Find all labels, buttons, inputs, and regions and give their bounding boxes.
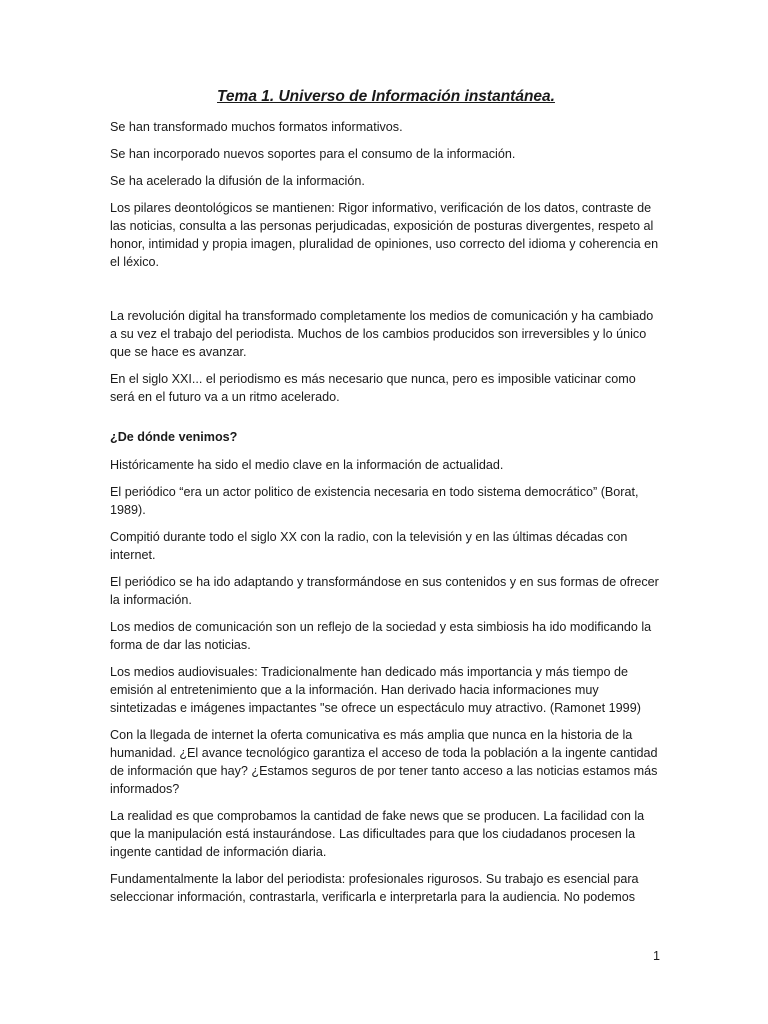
paragraph: Históricamente ha sido el medio clave en la información de actualidad. [110,458,504,472]
paragraph: Se ha acelerado la difusión de la información. [110,174,365,188]
document-title: Tema 1. Universo de Información instantánea. [217,88,555,105]
page-number: 1 [652,949,660,963]
paragraph: Los pilares deontológicos se mantienen: Rigor informativo, verificación de los datos, contraste de las noticias, consulta a las personas perjudicadas, exposición de posturas divergentes, respeto al honor, intimidad y propia imagen, pluralidad de opiniones, uso correcto del idioma y coherencia en el léxico. [110,201,659,269]
paragraph: Compitió durante todo el siglo XX con la radio, con la televisión y en las últimas décadas con internet. [110,530,628,562]
paragraph: Se han incorporado nuevos soportes para el consumo de la información. [110,147,516,161]
paragraph: El periódico “era un actor politico de existencia necesaria en todo sistema democrático” (Borat, 1989). [110,485,639,517]
paragraph: Se han transformado muchos formatos informativos. [110,120,403,134]
paragraph: Los medios de comunicación son un reflejo de la sociedad y esta simbiosis ha ido modificando la forma de dar las noticias. [110,620,652,652]
paragraph: Con la llegada de internet la oferta comunicativa es más amplia que nunca en la historia de la humanidad. ¿El avance tecnológico garantiza el acceso de toda la población a la ingente cantidad de información que hay? ¿Estamos seguros de por tener tanto acceso a las noticias estamos más informados? [110,728,658,796]
paragraph: En el siglo XXI... el periodismo es más necesario que nunca, pero es imposible vaticinar como será en el futuro va a un ritmo acelerado. [110,372,636,404]
document-body [110,88,662,915]
paragraph: La revolución digital ha transformado completamente los medios de comunicación y ha cambiado a su vez el trabajo del periodista. Muchos de los cambios producidos son irreversibles y lo único que se hace es avanzar. [110,309,654,359]
paragraph: El periódico se ha ido adaptando y transformándose en sus contenidos y en sus formas de ofrecer la información. [110,575,659,607]
paragraph-spacer [110,280,662,307]
paragraph: Fundamentalmente la labor del periodista: profesionales rigurosos. Su trabajo es esencial para seleccionar información, contrastarla, verificarla e interpretarla para la audiencia. No podemos [110,872,639,904]
paragraph: La realidad es que comprobamos la cantidad de fake news que se producen. La facilidad con la que la manipulación está instaurándose. Las dificultades para que los ciudadanos procesen la ingente cantidad de información diaria. [110,809,645,859]
paragraph: Los medios audiovisuales: Tradicionalmente han dedicado más importancia y más tiempo de emisión al entretenimiento que a la información. Han derivado hacia informaciones muy sintetizadas e imágenes impactantes "se ofrece un espectáculo muy atractivo. (Ramonet 1999) [110,665,641,715]
section-heading: ¿De dónde venimos? [110,430,238,444]
